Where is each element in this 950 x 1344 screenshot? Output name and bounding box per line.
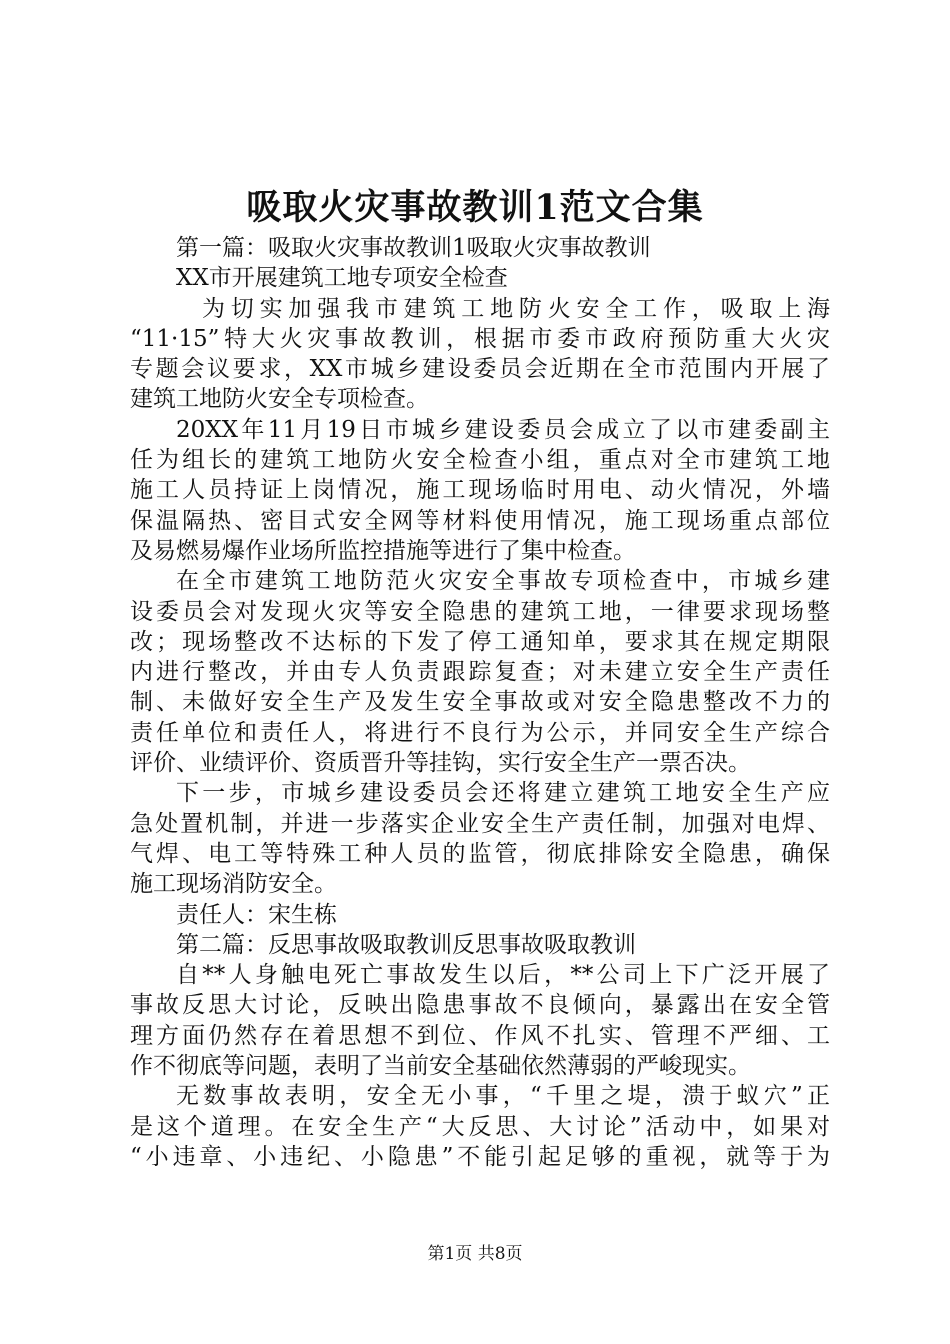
paragraph-line: 气焊、电工等特殊工种人员的监管，彻底排除安全隐患，确保: [130, 840, 830, 867]
paragraph-line: 制、未做好安全生产及发生安全事故或对安全隐患整改不力的: [130, 689, 830, 716]
paragraph-line: 施工现场消防安全。: [130, 871, 337, 898]
paragraph-line: 改；现场整改不达标的下发了停工通知单，要求其在规定期限: [130, 628, 830, 655]
section-heading: 第二篇：反思事故吸取教训反思事故吸取教训: [176, 931, 636, 958]
paragraph-line: 内进行整改，并由专人负责跟踪复查；对未建立安全生产责任: [130, 659, 830, 686]
paragraph-line: 理方面仍然存在着思想不到位、作风不扎实、管理不严细、工: [130, 1022, 830, 1049]
paragraph-line: 自**人身触电死亡事故发生以后，**公司上下广泛开展了: [176, 962, 830, 989]
paragraph-line: 任为组长的建筑工地防火安全检查小组，重点对全市建筑工地: [130, 447, 830, 474]
paragraph-line: 评价、业绩评价、资质晋升等挂钩，实行安全生产一票否决。: [130, 750, 751, 777]
paragraph-line: 保温隔热、密目式安全网等材料使用情况，施工现场重点部位: [130, 507, 830, 534]
paragraph-line: 责任单位和责任人，将进行不良行为公示，并同安全生产综合: [130, 719, 830, 746]
paragraph-line: 20XX年11月19日市城乡建设委员会成立了以市建委副主: [176, 416, 830, 443]
paragraph-line: 为切实加强我市建筑工地防火安全工作，吸取上海: [202, 295, 830, 322]
paragraph-line: “11·15”特大火灾事故教训，根据市委市政府预防重大火灾: [130, 325, 830, 352]
paragraph-line: 急处置机制，并进一步落实企业安全生产责任制，加强对电焊、: [130, 810, 830, 837]
page-number: 第1页 共8页: [427, 1244, 523, 1264]
paragraph-line: 作不彻底等问题，表明了当前安全基础依然薄弱的严峻现实。: [130, 1053, 751, 1080]
document-title: 吸取火灾事故教训1范文合集: [246, 187, 704, 228]
paragraph-line: 无数事故表明，安全无小事，“千里之堤，溃于蚁穴”正: [176, 1083, 830, 1110]
paragraph-line: 下一步，市城乡建设委员会还将建立建筑工地安全生产应: [176, 780, 830, 807]
paragraph-line: 专题会议要求，XX市城乡建设委员会近期在全市范围内开展了: [130, 356, 830, 383]
paragraph-line: “小违章、小违纪、小隐患”不能引起足够的重视，就等于为: [130, 1143, 830, 1170]
paragraph-line: 是这个道理。在安全生产“大反思、大讨论”活动中，如果对: [130, 1113, 830, 1140]
paragraph-line: 设委员会对发现火灾等安全隐患的建筑工地，一律要求现场整: [130, 598, 830, 625]
article-subtitle: XX市开展建筑工地专项安全检查: [176, 265, 508, 292]
paragraph-line: 及易燃易爆作业场所监控措施等进行了集中检查。: [130, 537, 636, 564]
paragraph-line: 施工人员持证上岗情况，施工现场临时用电、动火情况，外墙: [130, 477, 830, 504]
paragraph-line: 在全市建筑工地防范火灾安全事故专项检查中，市城乡建: [176, 568, 830, 595]
section-heading: 第一篇：吸取火灾事故教训1吸取火灾事故教训: [176, 235, 651, 261]
paragraph-line: 建筑工地防火安全专项检查。: [130, 386, 429, 413]
document-body: [130, 233, 830, 1172]
responsible-person: 责任人：宋生栋: [176, 901, 337, 928]
paragraph-line: 事故反思大讨论，反映出隐患事故不良倾向，暴露出在安全管: [130, 992, 830, 1019]
